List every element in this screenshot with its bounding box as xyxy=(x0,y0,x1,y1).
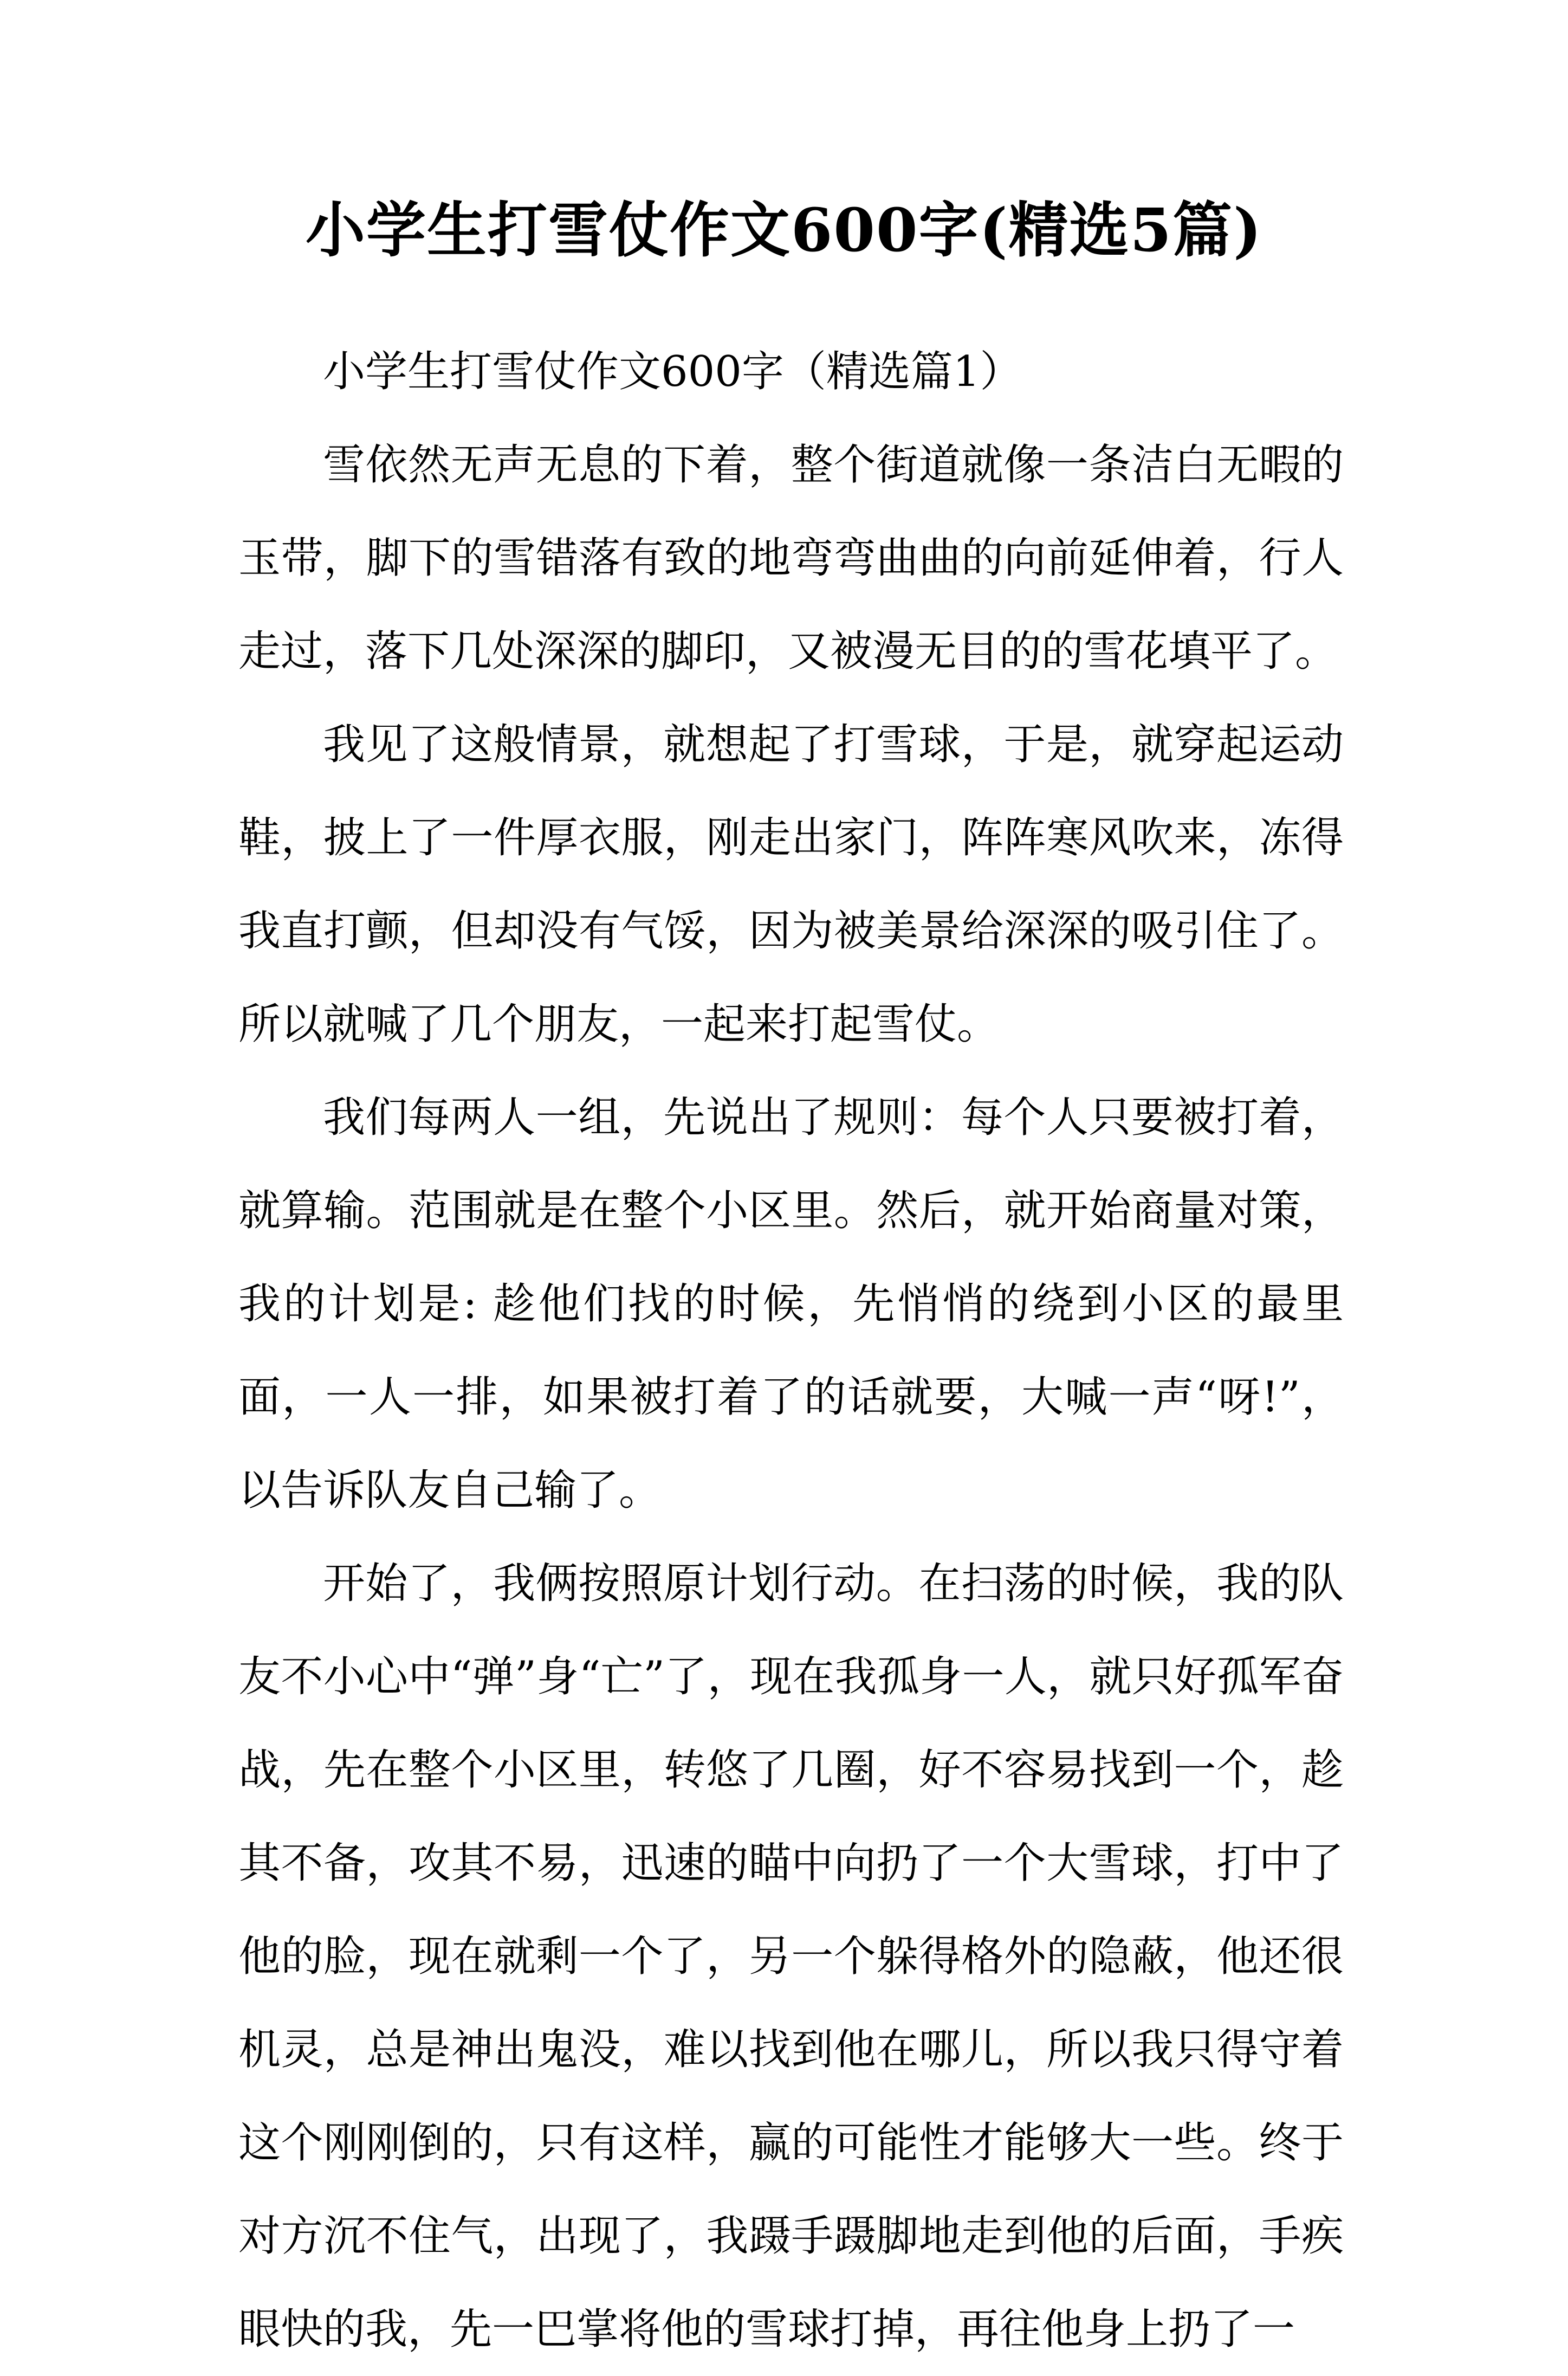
document-title: 小学生打雪仗作文600字(精选5篇) xyxy=(305,195,1263,265)
section-heading: 小学生打雪仗作文600字（精选篇1） xyxy=(323,347,1022,396)
paragraph: 我们每两人一组，先说出了规则：每个人只要被打着，就算输。范围就是在整个小区里。然后，就开始商量对策，我的计划是: 趁他们找的时候，先悄悄的绕到小区的最里面，一人一排，如果被打着了的话就要，大喊一声“呀!”，以告诉队友自己输了。 xyxy=(238,1093,1344,1515)
paragraph: 我见了这般情景，就想起了打雪球，于是，就穿起运动鞋，披上了一件厚衣服，刚走出家门，阵阵寒风吹来，冻得我直打颤，但却没有气馁，因为被美景给深深的吸引住了。所以就喊了几个朋友，一起来打起雪仗。 xyxy=(238,720,1344,1049)
paragraph: 雪依然无声无息的下着，整个街道就像一条洁白无暇的玉带，脚下的雪错落有致的地弯弯曲曲的向前延伸着，行人走过，落下几处深深的脚印，又被漫无目的的雪花填平了。 xyxy=(238,441,1344,676)
document-body xyxy=(238,325,1344,2376)
paragraph: 开始了，我俩按照原计划行动。在扫荡的时候，我的队友不小心中“弹”身“亡”了，现在我孤身一人，就只好孤军奋战，先在整个小区里，转悠了几圈，好不容易找到一个，趁其不备，攻其不易，迅速的瞄中向扔了一个大雪球，打中了他的脸，现在就剩一个了，另一个躲得格外的隐蔽，他还很机灵，总是神出鬼没，难以找到他在哪儿，所以我只得守着这个刚刚倒的，只有这样，赢的可能性才能够大一些。终于对方沉不住气，出现了，我蹑手蹑脚地走到他的后面，手疾眼快的我，先一巴掌将他的雪球打掉，再往他身上扔了一 xyxy=(238,1559,1344,2354)
